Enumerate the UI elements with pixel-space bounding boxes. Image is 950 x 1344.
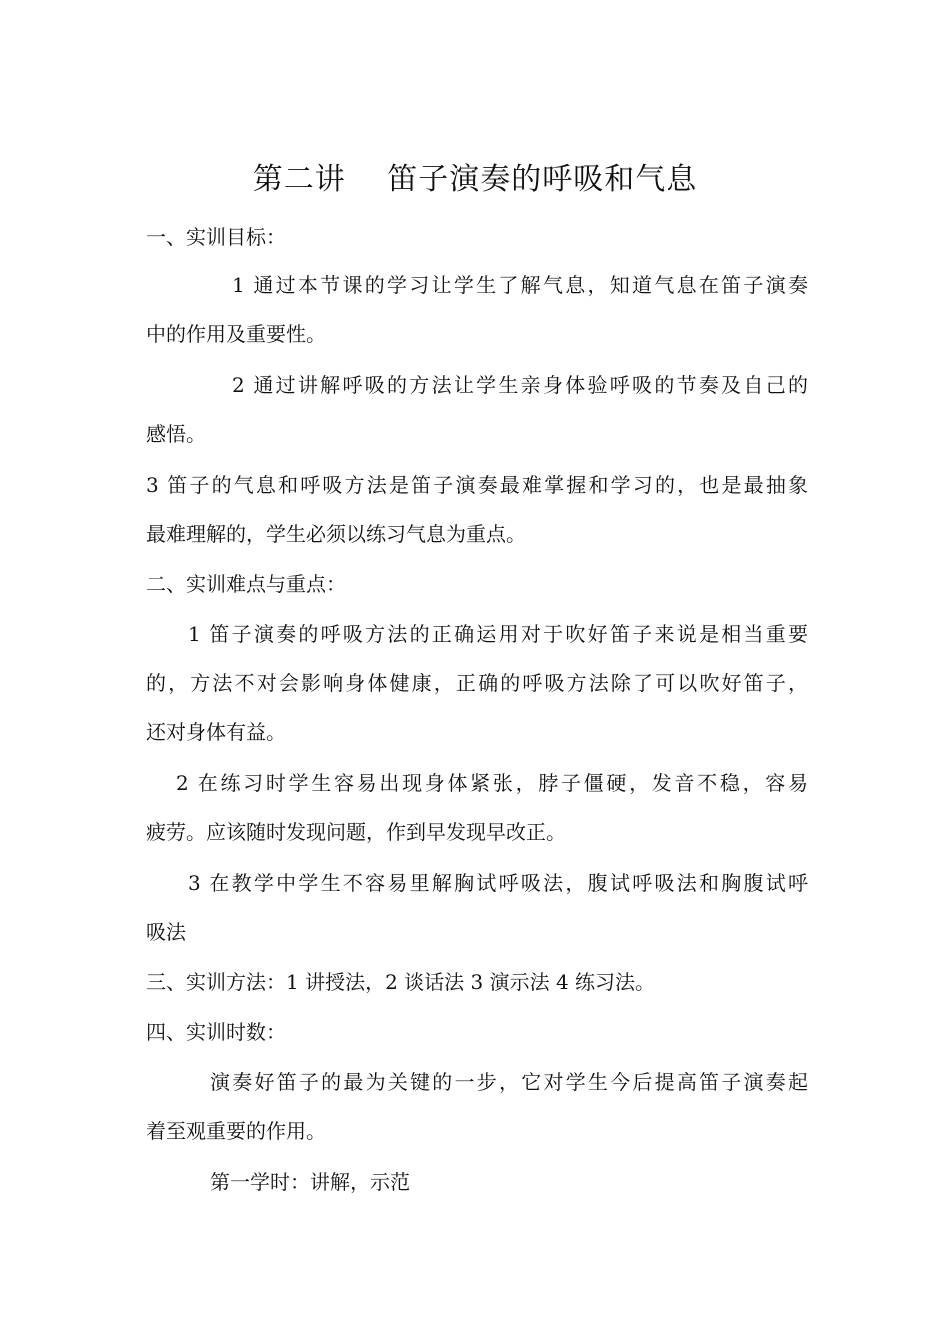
paragraph-line: 感悟。 [146,422,206,446]
paragraph-line: 的，方法不对会影响身体健康，正确的呼吸方法除了可以吹好笛子， [146,671,808,695]
paragraph-line: 第一学时：讲解，示范 [210,1170,410,1194]
paragraph-line: 1 通过本节课的学习让学生了解气息，知道气息在笛子演奏 [232,273,808,297]
paragraph-line: 还对身体有益。 [146,720,286,744]
paragraph-line: 演奏好笛子的最为关键的一步，它对学生今后提高笛子演奏起 [210,1070,808,1094]
paragraph-line: 1 笛子演奏的呼吸方法的正确运用对于吹好笛子来说是相当重要 [188,622,808,646]
paragraph-line: 吸法 [146,920,186,944]
section-heading-methods: 三、实训方法：1 讲授法，2 谈话法 3 演示法 4 练习法。 [146,970,656,994]
paragraph-line: 2 通过讲解呼吸的方法让学生亲身体验呼吸的节奏及自己的 [232,373,808,397]
section-heading-difficulties: 二、实训难点与重点： [146,572,346,596]
paragraph-line: 3 在教学中学生不容易里解胸试呼吸法，腹试呼吸法和胸腹试呼 [188,871,808,895]
paragraph-line: 着至观重要的作用。 [146,1119,326,1143]
paragraph-line: 最难理解的，学生必须以练习气息为重点。 [146,522,526,546]
paragraph-line: 3 笛子的气息和呼吸方法是笛子演奏最难掌握和学习的，也是最抽象 [146,473,808,497]
paragraph-line: 疲劳。应该随时发现问题，作到早发现早改正。 [146,820,566,844]
paragraph-line: 中的作用及重要性。 [146,322,326,346]
section-heading-hours: 四、实训时数： [146,1020,286,1044]
section-heading-goals: 一、实训目标： [146,225,286,249]
page-title: 第二讲 笛子演奏的呼吸和气息 [252,162,698,197]
paragraph-line: 2 在练习时学生容易出现身体紧张，脖子僵硬，发音不稳，容易 [176,771,808,795]
